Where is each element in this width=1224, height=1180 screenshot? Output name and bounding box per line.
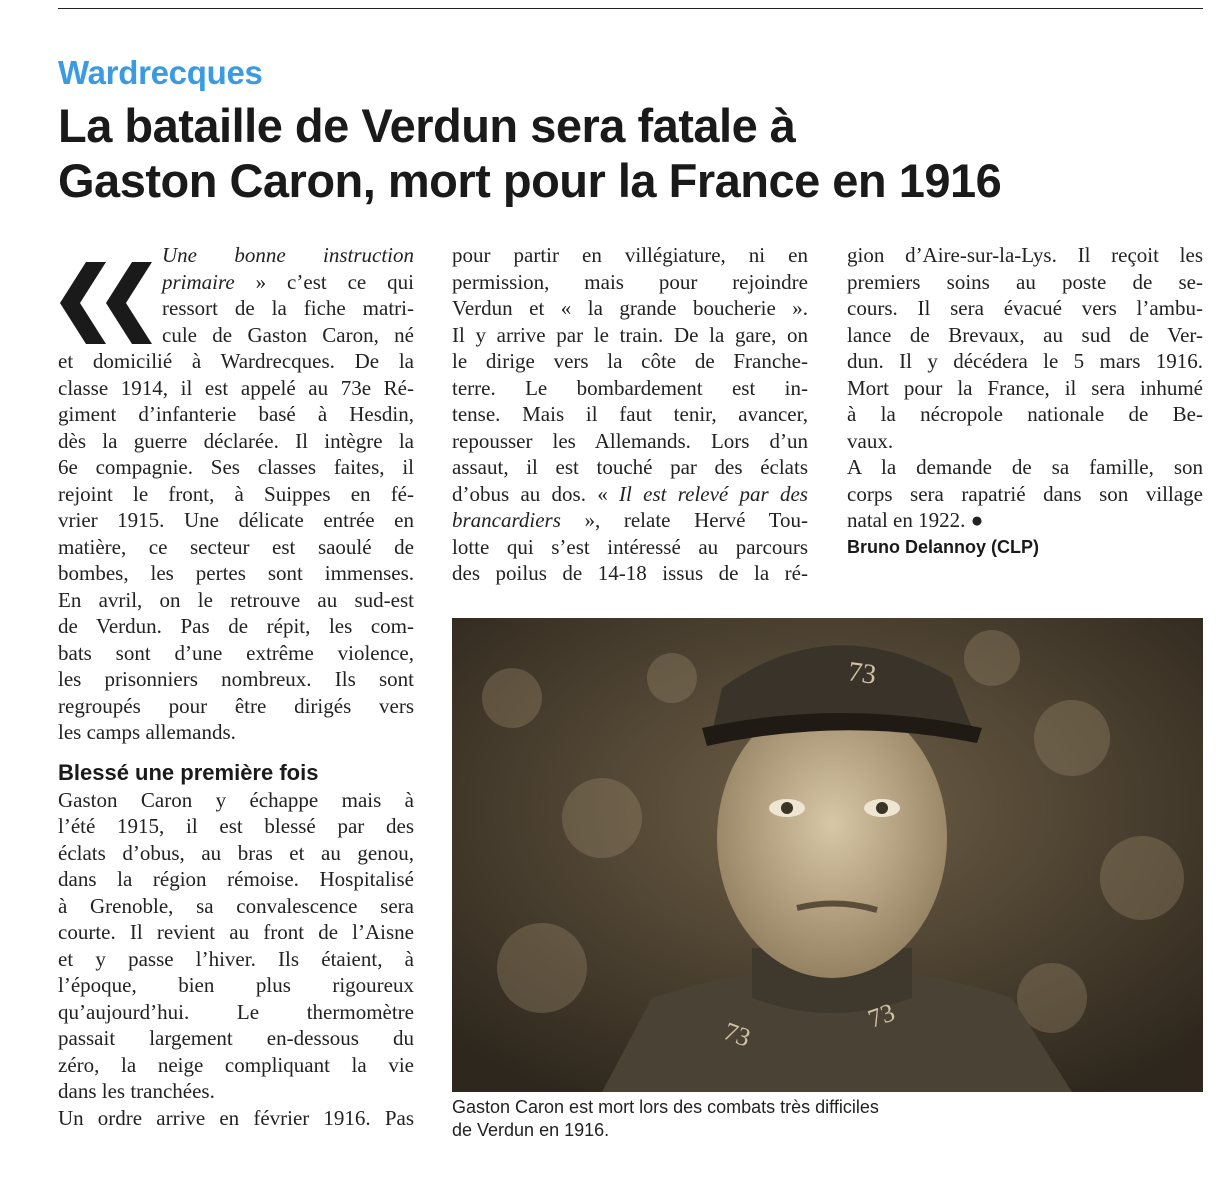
text-segment: classe 1914, il est appelé au 73e Ré- (58, 375, 414, 400)
text-line (58, 1052, 414, 1079)
paragraph-intro (58, 242, 414, 746)
text-segment: à la nécropole nationale de Be- (847, 402, 1203, 426)
text-segment: Mort pour la France, il sera inhumé (847, 375, 1203, 400)
paragraph-verdun (452, 242, 808, 587)
text-line (452, 534, 808, 561)
text-segment: Un ordre arrive en février 1916. Pas (58, 1105, 414, 1130)
text-segment: terre. Le bombardement est in- (452, 375, 808, 400)
text-line (452, 507, 808, 534)
text-line (58, 893, 414, 920)
text-segment: pour partir en villégiature, ni en (452, 243, 808, 267)
text-line (452, 242, 808, 269)
portrait-photo (452, 618, 1203, 1092)
text-segment: les camps allemands. (58, 720, 236, 744)
text-segment: corps sera rapatrié dans son village (847, 481, 1203, 506)
text-segment: Il est relevé par des (619, 481, 808, 506)
text-segment: le dirige vers la côte de Franche- (452, 349, 808, 373)
collar-badge-right: 73 (864, 997, 899, 1034)
text-segment: dans la région rémoise. Hospitalisé (58, 867, 414, 891)
text-line (58, 840, 414, 867)
text-line (58, 481, 414, 508)
text-segment: vrier 1915. Une délicate entrée en (58, 508, 414, 532)
headline (58, 98, 1208, 208)
text-segment: de Verdun. Pas de répit, les com- (58, 614, 414, 638)
text-line (847, 295, 1203, 322)
text-line (452, 401, 808, 428)
text-line (58, 1025, 414, 1052)
text-line (58, 348, 414, 375)
text-segment: d’obus au dos. « (452, 481, 620, 506)
text-line (452, 481, 808, 508)
text-line (58, 375, 414, 402)
text-segment: et domicilié à Wardrecques. De la (58, 349, 414, 373)
text-line (847, 242, 1203, 269)
text-line (58, 428, 414, 455)
text-segment: giment d’infanterie basé à Hesdin, (58, 402, 414, 426)
text-segment: passait largement en-dessous du (58, 1026, 414, 1050)
text-segment: bombes, les pertes sont immenses. (58, 561, 414, 585)
text-line (162, 269, 414, 296)
text-segment: lance de Brevaux, au sud de Ver- (847, 322, 1203, 347)
text-segment: à Grenoble, sa convalescence sera (58, 893, 414, 918)
text-line (58, 719, 414, 746)
text-segment: permission, mais pour rejoindre (452, 269, 808, 294)
text-segment: et y passe l’hiver. Ils étaient, à (58, 946, 414, 971)
text-segment: Gaston Caron y échappe mais à (58, 787, 414, 812)
text-line (58, 560, 414, 587)
subheading: Blessé une première fois (58, 759, 319, 785)
caption-line: Gaston Caron est mort lors des combats très difficiles (452, 1097, 879, 1117)
text-line (58, 866, 414, 893)
text-segment: les prisonniers nombreux. Ils sont (58, 667, 414, 691)
text-segment: rejoint le front, à Suippes en fé- (58, 481, 414, 506)
text-line (847, 269, 1203, 296)
headline-line: Gaston Caron, mort pour la France en 1916 (58, 154, 1002, 207)
byline: Bruno Delannoy (CLP) (847, 536, 1039, 557)
text-line (58, 787, 414, 814)
column-1 (58, 242, 414, 1131)
text-segment: vaux. (847, 428, 894, 453)
text-line (847, 481, 1203, 508)
text-segment: dans les tranchées. (58, 1079, 215, 1103)
text-line (58, 613, 414, 640)
text-segment: gion d’Aire-sur-la-Lys. Il reçoit les (847, 243, 1203, 267)
text-line (58, 693, 414, 720)
text-line (847, 401, 1203, 428)
collar-badge-left: 73 (719, 1016, 755, 1053)
text-segment: primaire (162, 269, 235, 294)
text-segment: 6e compagnie. Ses classes faites, il (58, 455, 414, 479)
text-segment: cule de Gaston Caron, né (162, 322, 414, 347)
cap-badge: 73 (846, 656, 879, 691)
text-line (58, 507, 414, 534)
text-segment: regroupés pour être dirigés vers (58, 693, 414, 718)
text-segment: brancardiers (452, 508, 561, 532)
text-segment: ressort de la fiche matri- (162, 296, 414, 320)
text-line (847, 322, 1203, 349)
text-line (452, 348, 808, 375)
text-line (452, 454, 808, 481)
text-line (58, 666, 414, 693)
text-line (847, 375, 1203, 402)
text-line (452, 560, 808, 587)
kicker-location: Wardrecques (58, 54, 263, 91)
text-line (452, 375, 808, 402)
text-segment: », relate Hervé Tou- (560, 508, 808, 532)
text-line (452, 428, 808, 455)
text-segment: cours. Il sera évacué vers l’ambu- (847, 296, 1203, 320)
text-line (58, 587, 414, 614)
text-segment: tense. Mais il faut tenir, avancer, (452, 402, 808, 426)
text-line (847, 507, 1203, 534)
text-segment: En avril, on le retrouve au sud-est (58, 587, 414, 612)
text-line (58, 640, 414, 667)
text-line (58, 813, 414, 840)
text-segment: zéro, la neige compliquant la vie (58, 1052, 414, 1077)
paragraph-death (847, 242, 1203, 534)
text-segment: premiers soins au poste de se- (847, 269, 1203, 294)
text-line (162, 242, 414, 269)
text-line (162, 295, 414, 322)
text-line (452, 269, 808, 296)
text-segment: Une bonne instruction (162, 243, 414, 267)
text-line (58, 919, 414, 946)
text-segment: l’époque, bien plus rigoureux (58, 973, 414, 997)
text-line (58, 946, 414, 973)
text-line (452, 295, 808, 322)
text-line (58, 401, 414, 428)
text-segment: repousser les Allemands. Lors d’un (452, 428, 808, 453)
text-line (847, 454, 1203, 481)
column-2 (452, 242, 808, 587)
text-line (452, 322, 808, 349)
column-3 (847, 242, 1203, 560)
text-segment: dès la guerre déclarée. Il intègre la (58, 428, 414, 453)
text-segment: A la demande de sa famille, son (847, 455, 1203, 479)
photo-caption (452, 1096, 1052, 1142)
text-line (847, 348, 1203, 375)
text-line (847, 428, 1203, 455)
text-segment: courte. Il revient au front de l’Aisne (58, 920, 414, 944)
text-segment: matière, ce secteur est saoulé de (58, 534, 414, 559)
text-segment: lotte qui s’est intéressé au parcours (452, 534, 808, 559)
text-line (58, 454, 414, 481)
text-segment: bats sont d’une extrême violence, (58, 640, 414, 665)
text-line (58, 999, 414, 1026)
headline-line: La bataille de Verdun sera fatale à (58, 99, 796, 152)
text-segment: Il y arrive par le train. De la gare, on (452, 322, 808, 347)
text-segment: Verdun et « la grande boucherie ». (452, 296, 808, 320)
caption-line: de Verdun en 1916. (452, 1120, 610, 1140)
text-segment: qu’aujourd’hui. Le thermomètre (58, 999, 414, 1024)
text-line (162, 322, 414, 349)
text-segment: natal en 1922. ● (847, 508, 984, 532)
top-rule (58, 8, 1203, 9)
text-line (58, 1078, 414, 1105)
text-segment: éclats d’obus, au bras et au genou, (58, 840, 414, 865)
text-segment: assaut, il est touché par des éclats (452, 455, 808, 479)
text-segment: des poilus de 14-18 issus de la ré- (452, 561, 808, 585)
text-segment: l’été 1915, il est blessé par des (58, 814, 414, 838)
text-line (58, 534, 414, 561)
text-line (58, 972, 414, 999)
text-segment: dun. Il y décédera le 5 mars 1916. (847, 349, 1203, 373)
text-line (58, 1105, 414, 1132)
paragraph-wounded (58, 787, 414, 1132)
text-segment: » c’est ce qui (234, 269, 414, 294)
